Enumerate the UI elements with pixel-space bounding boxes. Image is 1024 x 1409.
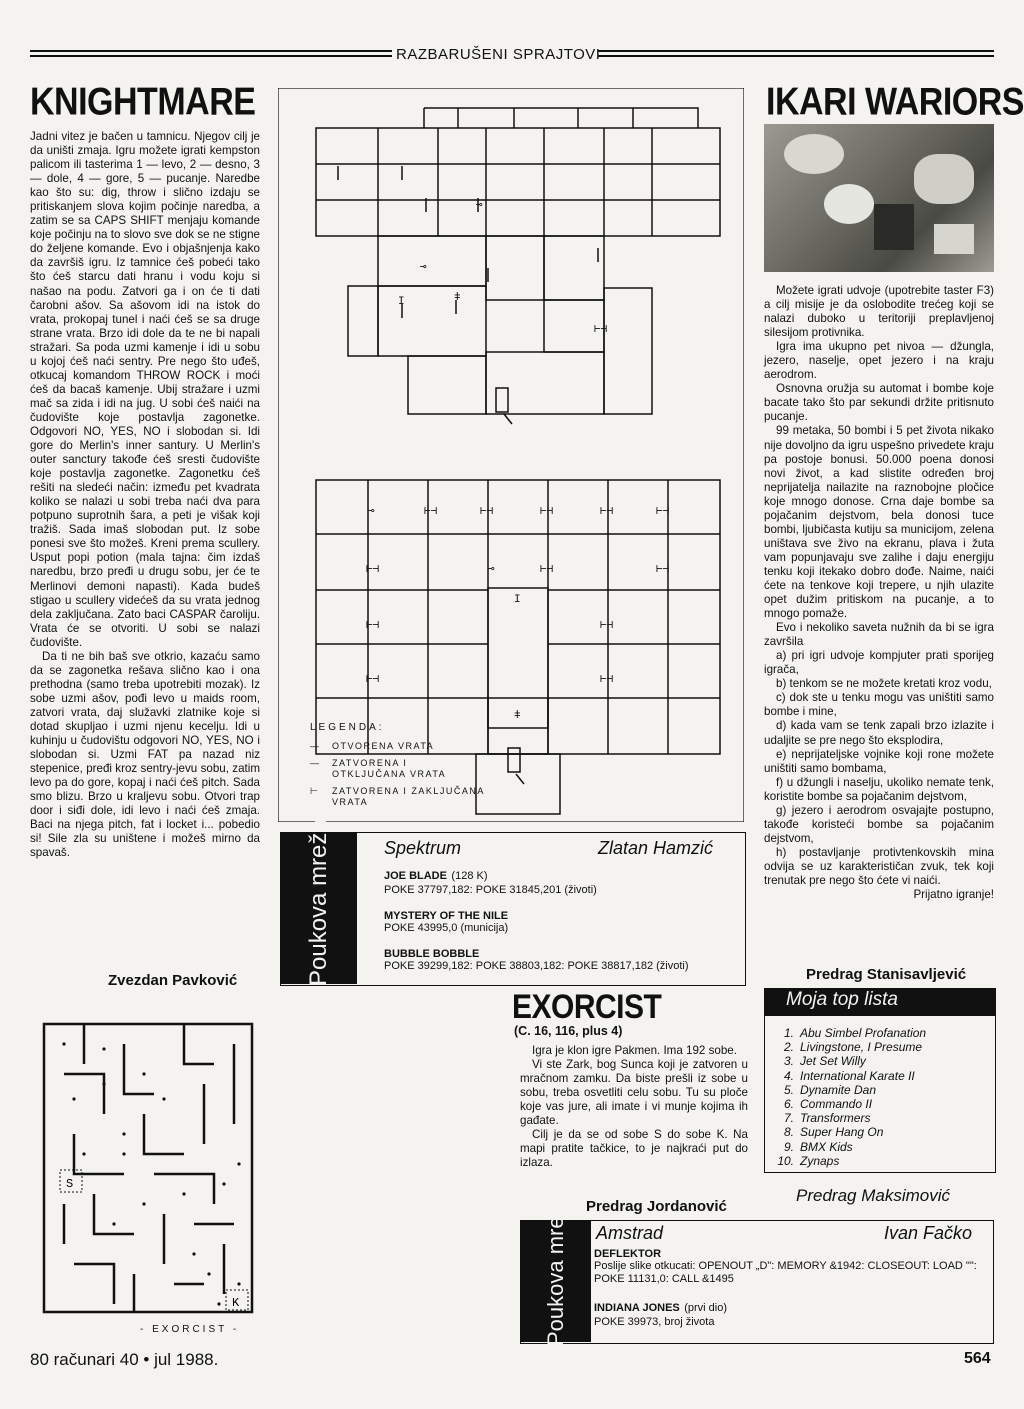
top-list-item-label: Dynamite Dan xyxy=(800,1082,877,1097)
ikari-tip: h) postavljanje protivtenkovskih mina odvija se uz karakterističan zvuk, tek koji trenutak pre nego što ćete vi naići. xyxy=(764,845,994,887)
exorcist-paragraph: Cilj je da se od sobe S do sobe K. Na mapi pratite tačkice, to je najkraći put do izlaza. xyxy=(520,1128,748,1170)
top-list-item-label: Commando II xyxy=(800,1097,873,1112)
map-legend xyxy=(310,722,510,808)
knightmare-body xyxy=(30,130,260,860)
ikari-paragraph: 99 metaka, 50 bombi i 5 pet života nikako nije dovoljno da igru uspešno privedete kraju pa postoje bonusi. 50.000 poena donosi novi život, a kad slistite određen broj neprijateljа nailazite na raznobojne pločice koje mnogo donose. Crna daje bombe sa pojačanim dejstvom, bela donosi tuce bombi, ljubičasta kutiju sa municijom, zelena uništava sve živo na ekranu, plava i žuta vam popunjavaju sve zalihe i daju energiju tenku koji itekako dobro dođe. Naime, naići ćete na tenkove koji trepere, u njih ulazite opet dužim pritiskom na pucanje, a to mnogo pomaže. xyxy=(764,424,994,621)
ikari-author: Predrag Stanisavljević xyxy=(806,966,967,983)
knightmare-title: KNIGHTMARE xyxy=(30,80,256,124)
ikari-screenshot xyxy=(764,124,994,272)
ikari-closing: Prijatno igranje! xyxy=(913,888,994,902)
section-title: RAZBARUŠENI SPRAJTOVI xyxy=(396,46,601,63)
game-note: (prvi dio) xyxy=(684,1302,728,1314)
svg-text:⊢⊣: ⊢⊣ xyxy=(366,564,380,576)
top-list-item: 7. Transformers xyxy=(783,1111,871,1126)
game-note: (128 K) xyxy=(451,870,488,882)
svg-text:⊸: ⊸ xyxy=(368,506,375,518)
top-list-item: 5. Dynamite Dan xyxy=(783,1082,877,1097)
exorcist-title: EXORCIST xyxy=(512,988,662,1026)
ikari-tip: b) tenkom se ne možete kretati kroz vodu, xyxy=(776,677,992,691)
top-list-item: 9. BMX Kids xyxy=(783,1139,853,1154)
ikari-title: IKARI WARIORS xyxy=(766,80,1024,124)
maze-end: K xyxy=(232,1296,240,1310)
poke-line: POKE 39973, broj života xyxy=(594,1316,715,1328)
svg-text:⊢⊣: ⊢⊣ xyxy=(656,506,670,518)
poukova-1-entries xyxy=(384,866,740,973)
exorcist-author: Predrag Jordanović xyxy=(586,1198,727,1215)
svg-text:⊢⊣: ⊢⊣ xyxy=(656,564,670,576)
closed-door-icon: — xyxy=(310,758,321,768)
ikari-tip: a) pri igri udvoje kompjuter prati sporijeg igrača, xyxy=(764,649,994,677)
svg-text:⊢⊣: ⊢⊣ xyxy=(480,506,494,518)
header-rule-right xyxy=(598,50,994,57)
locked-door-icon: ⊢ xyxy=(310,786,320,796)
game-name: MYSTERY OF THE NILE xyxy=(384,910,509,922)
legend-item-label: ZATVORENA I ZAKLJUČANA VRATA xyxy=(332,786,485,807)
legend-title: LEGENDA: xyxy=(310,722,385,733)
top-list-author: Predrag Maksimović xyxy=(796,1186,950,1205)
top-list-item-label: Abu Simbel Profanation xyxy=(800,1026,927,1040)
svg-text:⊸: ⊸ xyxy=(420,262,427,274)
legend-item-label: OTVORENA VRATA xyxy=(332,741,435,751)
ikari-paragraph: Možete igrati udvoje (upotrebite taster F3) a cilj misije je da oslobodite trećeg koji se nalazi duboko u teritoriji preplavljenoj silesijom protivnika. xyxy=(764,284,994,340)
exorcist-map-caption: - EXORCIST - xyxy=(140,1324,240,1335)
poukova-1-platform: Spektrum xyxy=(384,838,462,858)
ikari-tip: d) kada vam se tenk zapali brzo izlazite i udaljite se pre nego što eksplodira, xyxy=(764,719,994,747)
ikari-paragraph: Igra ima ukupno pet nivoa — džungla, jezero, naselje, opet jezero i na kraju aerodrom. xyxy=(764,340,994,382)
poke-line: POKE 39299,182: POKE 38803,182: POKE 38817,182 (životi) xyxy=(384,960,689,972)
legend-item-2 xyxy=(310,758,510,780)
exorcist-body xyxy=(520,1044,748,1170)
poke-line: POKE 43995,0 (municija) xyxy=(384,922,509,934)
svg-text:ǂ: ǂ xyxy=(514,710,521,722)
knightmare-paragraph-2: Da ti ne bih baš sve otkrio, kazaću samo da se zagonetka rešava slično kao i ona prethodna (samo treba upotrebiti mozak). Iz sobe uzmi ašov, pođi levo u maids room, zatvori vrata, daj služavki zlatnike koje si dotad skupljao i uzmi njenu kecelju. Idi u kuhinju u čudovištu odgovori NO, YES, NO i slobodan si. Uzmi FAT pa nazad niz stepenice, pređi kroz sentry-jevu sobu, zatim levo pa do gore, kopaj i naći ćeš pitch. Sada smo blizu. Brzo u kraljevu sobu. Otvori trap door i siđi dole, idi levo i naći ćeš zmaja. Baci na njega pitch, fat i locket i... pobedio si! Sile zla su uništene i možeš mirno da spavaš. xyxy=(30,649,260,860)
footer-right: 564 xyxy=(964,1350,991,1367)
top-list-item: 10. Zynaps xyxy=(777,1153,840,1168)
game-name: INDIANA JONES xyxy=(594,1302,680,1314)
top-list-item: 3. Jet Set Willy xyxy=(783,1054,866,1069)
top-list-title: Moja top lista xyxy=(786,989,898,1010)
top-list-item: 2. Livingstone, I Presume xyxy=(783,1040,923,1055)
poukova-side-2 xyxy=(521,1193,591,1346)
top-list-item-label: Jet Set Willy xyxy=(800,1054,866,1069)
svg-text:⊢⊣: ⊢⊣ xyxy=(540,564,554,576)
ikari-paragraph: Evo i nekoliko saveta nužnih da bi se igra završila xyxy=(764,621,994,649)
poukova-2-author: Ivan Fačko xyxy=(884,1223,973,1243)
ikari-paragraph: Osnovna oružja su automat i bombe koje bacate tako što par sekundi držite pritisnuto pucanje. xyxy=(764,382,994,424)
top-list-item: 4. International Karate II xyxy=(783,1068,915,1083)
svg-text:⊢⊣: ⊢⊣ xyxy=(600,620,614,632)
ikari-tip: c) dok ste u tenku mogu vas uništiti samo bombe i mine, xyxy=(764,691,994,719)
poukova-side-1 xyxy=(281,819,357,986)
top-list-item-label: Livingstone, I Presume xyxy=(800,1040,923,1055)
top-list-item-label: Zynaps xyxy=(800,1153,840,1168)
svg-text:⊢⊣: ⊢⊣ xyxy=(600,674,614,686)
knightmare-map xyxy=(278,88,744,822)
legend-item-1 xyxy=(310,741,510,752)
legend-item-3 xyxy=(310,786,510,808)
game-name: DEFLEKTOR xyxy=(594,1248,662,1260)
footer-left: 80 računari 40 • jul 1988. xyxy=(30,1350,219,1369)
poke-line: POKE 37797,182: POKE 31845,201 (životi) xyxy=(384,884,597,896)
exorcist-paragraph: Igra je klon igre Pakmen. Ima 192 sobe. xyxy=(532,1044,737,1057)
top-list-item: 8. Super Hang On xyxy=(783,1125,884,1140)
game-name: BUBBLE BOBBLE xyxy=(384,948,480,960)
svg-text:⊢⊣: ⊢⊣ xyxy=(600,506,614,518)
top-list xyxy=(770,1026,992,1168)
poukova-entry xyxy=(384,866,740,884)
poukova-side-label: Poukova mreža xyxy=(543,1193,568,1346)
top-list-item: 6. Commando II xyxy=(783,1097,873,1112)
knightmare-author: Zvezdan Pavković xyxy=(108,972,238,989)
poukova-side-label: Poukova mreža xyxy=(305,819,332,986)
ikari-tip: e) neprijateljske vojnike koji rone možete uništiti samo bombama, xyxy=(764,747,994,775)
svg-text:⊸: ⊸ xyxy=(488,564,495,576)
top-list-item: 1. Abu Simbel Profanation xyxy=(783,1026,927,1040)
exorcist-subtitle: (C. 16, 116, plus 4) xyxy=(514,1024,623,1038)
poke-line: Poslije slike otkucati: OPENOUT „D": MEMORY &1942: CLOSEOUT: LOAD "": POKE 11131,0: CALL &1495 xyxy=(594,1260,977,1285)
svg-text:I: I xyxy=(514,594,521,606)
top-list-item-label: International Karate II xyxy=(800,1068,915,1083)
open-door-icon: — xyxy=(310,741,321,751)
poukova-2-platform: Amstrad xyxy=(596,1223,664,1243)
svg-text:⊢⊣: ⊢⊣ xyxy=(540,506,554,518)
svg-text:⊢⊣: ⊢⊣ xyxy=(594,324,608,336)
legend-item-label: ZATVORENA I OTKLJUČANA VRATA xyxy=(332,758,447,779)
game-name: JOE BLADE xyxy=(384,870,447,882)
knightmare-paragraph-1: Jadni vitez je bačen u tamnicu. Njegov cilj je da uništi zmaja. Igru možete igrati kempston palicom ili tasterima 1 — levo, 2 — desno, 3 — dole, 4 — gore, 5 — pucanje. Naredbe kao što su: dig, throw i slično izdaju se pritiskanjem slova kojim počinje naredba, a zatim se sa CAPS SHIFT menjaju komande koje počinju na to slovo sve dok se ne stigne do željene komande. Evo i objašnjenja kako da završiš igru. Iz tamnice ćeš pobeći tako što ćeš starcu dati hranu i vodu koju si našao na podu. Zatvori ga i on će ti dati čarobni ašov. Sa ašovom idi na istok do vrata, prokopaj tunel i naći ćeš se sa druge strane vrata. Brzo idi dole da te ne bi napali stražari. Sa poda uzmi kamenje i idi u sobu u kojoj ćeš naći sentry. Pre nego što uđeš, otkucaj komandom THROW ROCK i moći ćeš da bacaš kamenje. Ubij stražare i uzmi mač sa zida i idi na jug. U sobi ćeš naići na čudovište koje postavlja zagonetke. Odgovori NO, YES, NO i slobodan si. Idi gore do Merlin's inner santury. U Merlin's outer sanctury takođe ćeš sresti čudovište koje postavlja zagonetke. Zagonetku ćeš rešiti na sledeći način: između pet kvadrata koliko se nalazi u sobi treba naći dva para potpuno suprotnih šara, a peti je višak koji tražiš. Sada imaš slobodan put. Iz sobe ponesi sve što možeš. Kreni prema scullery. Usput popi potion (mala tajna: čim izdaš naredbu, brzo pređi u drugu sobu, jer će te Merlinovi demoni napasti). Kada budeš stigao u scullery videćeš da su vrata jednog dela zaključana. Zato baci CASPAR čaroliju. Vrata će se otvoriti. U sobi se nalazi čudovište. xyxy=(30,130,260,649)
ikari-tip: f) u džungli i naselju, ukoliko nemate tenk, koristite bombe sa pojačanim dejstvom, xyxy=(764,775,994,803)
poukova-1-author: Zlatan Hamzić xyxy=(598,838,714,858)
top-list-item-label: BMX Kids xyxy=(800,1139,853,1154)
svg-text:⊸: ⊸ xyxy=(476,200,483,212)
poukova-2-entries xyxy=(594,1248,988,1329)
svg-text:ǂ: ǂ xyxy=(454,292,461,304)
svg-text:I: I xyxy=(398,296,405,308)
exorcist-paragraph: Vi ste Zark, bog Sunca koji je zatvoren u mračnom zamku. Da biste prešli iz sobe u sobu, treba osvetliti celu sobu. Tu su ploče koje vas jure, ali imate i vi munje kojima ih gađate. xyxy=(520,1058,748,1128)
maze-start: S xyxy=(66,1177,74,1191)
exorcist-maze xyxy=(34,1004,266,1342)
header-rule-left xyxy=(30,50,392,57)
top-list-item-label: Super Hang On xyxy=(800,1125,884,1140)
ikari-body xyxy=(764,284,994,902)
svg-text:⊢⊣: ⊢⊣ xyxy=(366,620,380,632)
svg-text:⊢⊣: ⊢⊣ xyxy=(424,506,438,518)
top-list-item-label: Transformers xyxy=(800,1111,871,1126)
svg-text:⊢⊣: ⊢⊣ xyxy=(366,674,380,686)
ikari-tip: g) jezero i aerodrom osvajajte postupno, takođe koristeći bombe sa pojačanim dejstvom, xyxy=(764,803,994,845)
poukova-entry xyxy=(594,1298,988,1316)
